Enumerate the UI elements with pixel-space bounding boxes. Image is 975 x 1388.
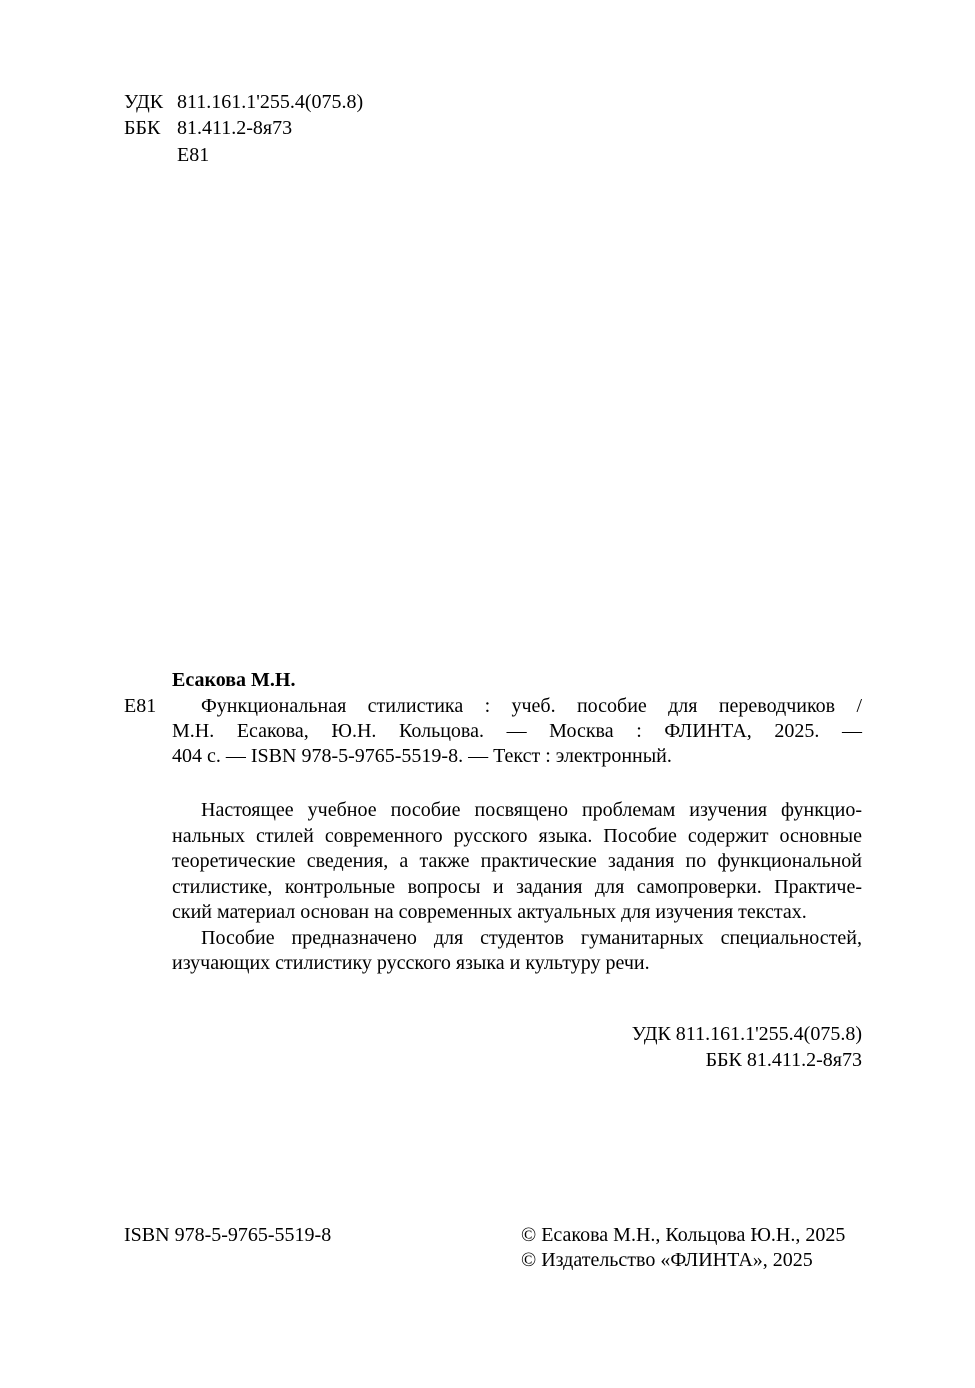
annotation-line: теоретические сведения, а также практические задания по функциональной (172, 850, 862, 872)
annotation-line: изучающих стилистику русского языка и культуру речи. (172, 952, 650, 974)
bib-line: М.Н. Есакова, Ю.Н. Кольцова. — Москва : ФЛИНТА, 2025. — (172, 720, 862, 742)
annotation-line: стилистике, контрольные вопросы и задания для самопроверки. Практиче- (172, 875, 862, 898)
udk-bottom: УДК 811.161.1'255.4(075.8) (631, 1023, 862, 1045)
author-mark-top: Е81 (177, 144, 210, 166)
bbk-label: ББК (124, 117, 161, 139)
copyright-authors: © Есакова М.Н., Кольцова Ю.Н., 2025 (521, 1224, 846, 1246)
annotation (172, 798, 862, 977)
bib-line: Функциональная стилистика : учеб. пособие для переводчиков / (201, 695, 862, 717)
bbk-value: 81.411.2-8я73 (177, 117, 293, 139)
author-mark: Е81 (124, 695, 157, 717)
bib-line: 404 с. — ISBN 978-5-9765-5519-8. — Текст : электронный. (172, 745, 672, 767)
udk-value: 811.161.1'255.4(075.8) (177, 91, 364, 113)
bib-description (172, 694, 862, 769)
annotation-line: ский материал основан на современных актуальных для изучения текстах. (172, 901, 807, 923)
isbn: ISBN 978-5-9765-5519-8 (124, 1224, 332, 1246)
udk-label: УДК (124, 91, 164, 113)
copyright-publisher: © Издательство «ФЛИНТА», 2025 (521, 1249, 813, 1271)
annotation-line: Пособие предназначено для студентов гуманитарных специальностей, (201, 926, 862, 949)
author-heading: Есакова М.Н. (172, 669, 296, 691)
annotation-line: Настоящее учебное пособие посвящено проблемам изучения функцио- (201, 799, 862, 821)
annotation-line: нальных стилей современного русского языка. Пособие содержит основные (172, 824, 862, 847)
bbk-bottom: ББК 81.411.2-8я73 (705, 1049, 862, 1071)
